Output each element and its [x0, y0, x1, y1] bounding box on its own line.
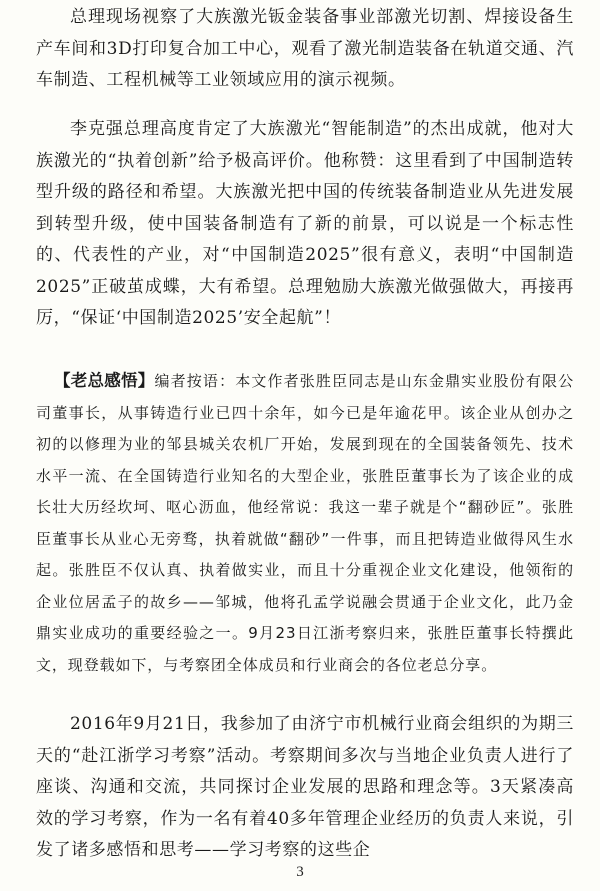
editor-note-text: 编者按语：本文作者张胜臣同志是山东金鼎实业股份有限公司董事长，从事铸造行业已四十余年，如今已是年逾花甲。该企业从创办之初的以修理为业的邹县城关农机厂开始，发展到现在的全国装备领先、技术水平一流、在全国铸造行业知名的大型企业，张胜臣董事长为了该企业的成长壮大历经坎坷、呕心沥血，他经常说：我这一辈子就是个“翻砂匠”。张胜臣董事长从业心无旁骛，执着就做“翻砂”一件事，而且把铸造业做得风生水起。张胜臣不仅认真、执着做实业，而且十分重视企业文化建设，他领衔的企业位居孟子的故乡——邹城，他将孔孟学说融会贯通于企业文化，此乃金鼎实业成功的重要经验之一。9月23日江浙考察归来，张胜臣董事长特撰此文，现登载如下，与考察团全体成员和行业商会的各位老总分享。 [36, 372, 575, 674]
paragraph-study-tour: 2016年9月21日，我参加了由济宁市机械行业商会组织的为期三天的“赴江浙学习考察”活动。考察期间多次与当地企业负责人进行了座谈、沟通和交流，共同探讨企业发展的思路和理念等。3天紧凑高效的学习考察，作为一名有着40多年管理企业经历的负责人来说，引发了诸多感悟和思考——学习考察的这些企 [36, 714, 574, 860]
paragraph-premier-praise: 李克强总理高度肯定了大族激光“智能制造”的杰出成就，他对大族激光的“执着创新”给予极高评价。他称赞：这里看到了中国制造转型升级的路径和希望。大族激光把中国的传统装备制造业从先进发展到转型升级，使中国装备制造有了新的前景，可以说是一个标志性的、代表性的产业，对“中国制造2025”很有意义，表明“中国制造2025”正破茧成蝶，大有希望。总理勉励大族激光做强做大，再接再厉，“保证‘中国制造2025’安全起航”！ [36, 119, 574, 328]
editor-note-heading: 【老总感悟】 [54, 371, 155, 390]
paragraph-inspection: 总理现场视察了大族激光钣金装备事业部激光切割、焊接设备生产车间和3D打印复合加工中心，观看了激光制造装备在轨道交通、汽车制造、工程机械等工业领域应用的演示视频。 [36, 7, 574, 90]
page-number: 3 [296, 864, 304, 880]
editor-note [36, 365, 574, 681]
